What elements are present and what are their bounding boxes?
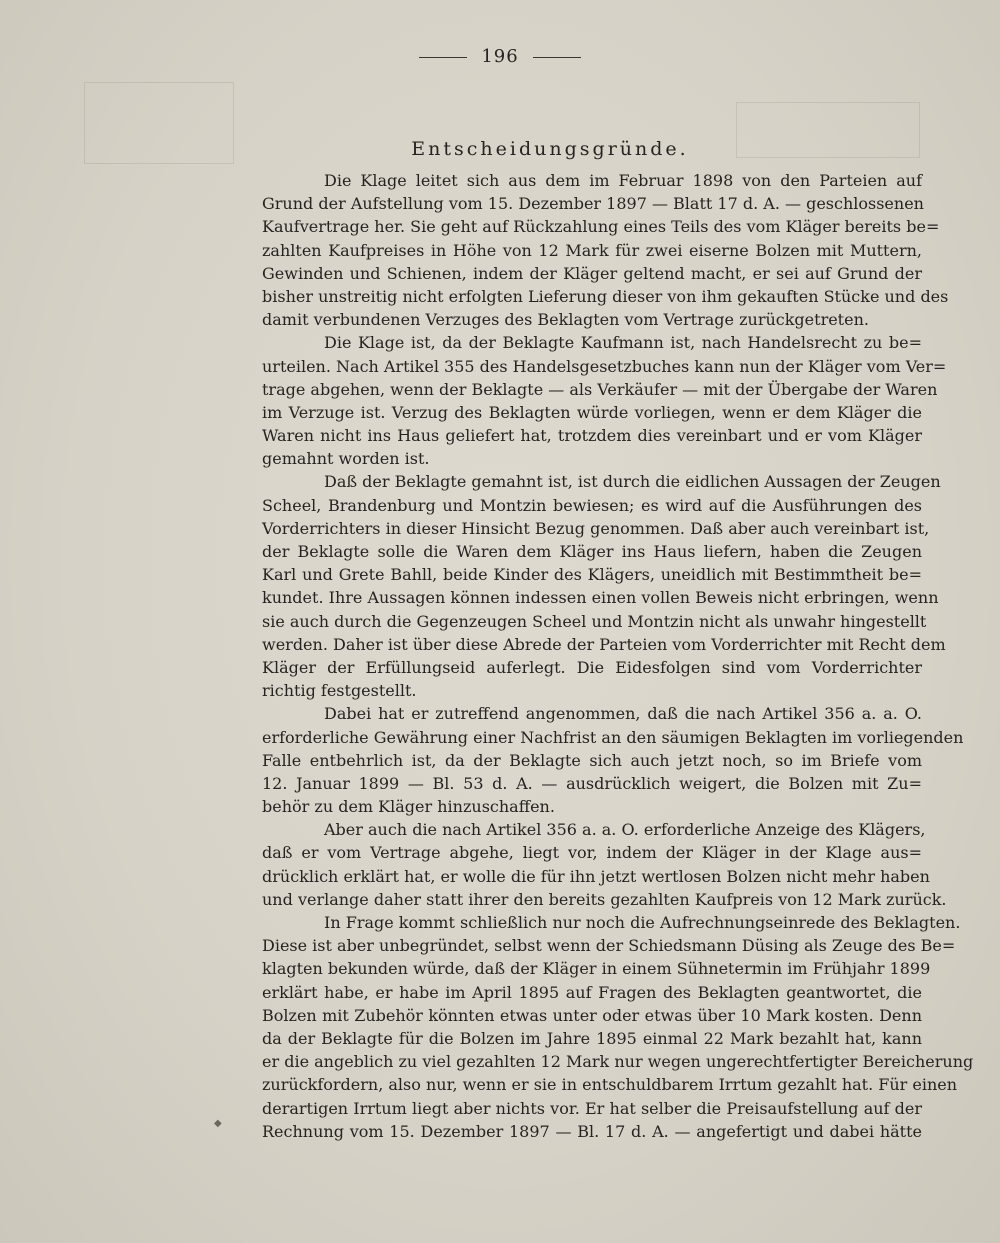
- text-line: Rechnung vom 15. Dezember 1897 — Bl. 17 d. A. — angefertigt und dabei hätte: [262, 1121, 922, 1141]
- page-header: [0, 46, 1000, 67]
- text-line: richtig festgestellt.: [262, 681, 417, 701]
- text-line: Gewinden und Schienen, indem der Kläger geltend macht, er sei auf Grund der: [262, 263, 922, 283]
- text-line: Falle entbehrlich ist, da der Beklagte sich auch jetzt noch, so im Briefe vom: [262, 750, 922, 770]
- text-line: Grund der Aufstellung vom 15. Dezember 1897 — Blatt 17 d. A. — geschlossenen: [262, 194, 924, 214]
- text-line: Vorderrichters in dieser Hinsicht Bezug genommen. Daß aber auch vereinbart ist,: [262, 518, 930, 538]
- text-line: Daß der Beklagte gemahnt ist, ist durch die eidlichen Aussagen der Zeugen: [324, 472, 941, 492]
- text-line: und verlange daher statt ihrer den bereits gezahlten Kaufpreis von 12 Mark zurück.: [262, 889, 947, 909]
- header-rule-right: [533, 57, 581, 58]
- section-heading: Entscheidungsgründe.: [411, 138, 689, 160]
- text-line: Waren nicht ins Haus geliefert hat, trotzdem dies vereinbart und er vom Kläger: [262, 426, 922, 446]
- text-line: Dabei hat er zutreffend angenommen, daß die nach Artikel 356 a. a. O.: [324, 704, 922, 724]
- text-line: Bolzen mit Zubehör könnten etwas unter oder etwas über 10 Mark kosten. Denn: [262, 1005, 922, 1025]
- text-line: Scheel, Brandenburg und Montzin bewiesen; es wird auf die Ausführungen des: [262, 495, 922, 515]
- page-number: 196: [481, 46, 519, 67]
- text-line: Aber auch die nach Artikel 356 a. a. O. erforderliche Anzeige des Klägers,: [324, 820, 926, 840]
- text-line: trage abgehen, wenn der Beklagte — als Verkäufer — mit der Übergabe der Waren: [262, 379, 938, 399]
- text-line: 12. Januar 1899 — Bl. 53 d. A. — ausdrücklich weigert, die Bolzen mit Zu=: [262, 773, 922, 793]
- text-line: drücklich erklärt hat, er wolle die für ihn jetzt wertlosen Bolzen nicht mehr haben: [262, 866, 930, 886]
- text-line: der Beklagte solle die Waren dem Kläger ins Haus liefern, haben die Zeugen: [262, 542, 922, 561]
- text-line: Die Klage leitet sich aus dem im Februar 1898 von den Parteien auf: [324, 171, 922, 190]
- text-line: klagten bekunden würde, daß der Kläger in einem Sühnetermin im Frühjahr 1899: [262, 959, 931, 979]
- text-line: Karl und Grete Bahll, beide Kinder des Klägers, uneidlich mit Bestimmtheit be=: [262, 565, 922, 585]
- text-line: erklärt habe, er habe im April 1895 auf Fragen des Beklagten geantwortet, die: [262, 982, 922, 1002]
- text-line: daß er vom Vertrage abgehe, liegt vor, indem der Kläger in der Klage aus=: [262, 843, 922, 863]
- text-line: Diese ist aber unbegründet, selbst wenn der Schiedsmann Düsing als Zeuge des Be=: [262, 936, 956, 956]
- text-line: gemahnt worden ist.: [262, 449, 430, 469]
- text-line: In Frage kommt schließlich nur noch die Aufrechnungseinrede des Beklagten.: [324, 913, 961, 932]
- text-line: Kläger der Erfüllungseid auferlegt. Die Eidesfolgen sind vom Vorderrichter: [262, 657, 922, 677]
- text-line: zurückfordern, also nur, wenn er sie in entschuldbarem Irrtum gezahlt hat. Für einen: [262, 1075, 958, 1095]
- text-line: sie auch durch die Gegenzeugen Scheel und Montzin nicht als unwahr hingestellt: [262, 611, 927, 631]
- text-line: Kaufvertrage her. Sie geht auf Rückzahlung eines Teils des vom Kläger bereits be=: [262, 217, 940, 237]
- header-rule-left: [419, 57, 467, 58]
- text-line: behör zu dem Kläger hinzuschaffen.: [262, 797, 555, 817]
- text-line: Die Klage ist, da der Beklagte Kaufmann ist, nach Handelsrecht zu be=: [324, 333, 922, 353]
- text-line: bisher unstreitig nicht erfolgten Lieferung dieser von ihm gekauften Stücke und des: [262, 286, 949, 306]
- text-line: werden. Daher ist über diese Abrede der Parteien vom Vorderrichter mit Recht dem: [262, 634, 946, 654]
- text-line: derartigen Irrtum liegt aber nichts vor. Er hat selber die Preisaufstellung auf der: [262, 1098, 922, 1118]
- text-line: damit verbundenen Verzuges des Beklagten vom Vertrage zurückgetreten.: [262, 310, 869, 330]
- text-line: im Verzuge ist. Verzug des Beklagten würde vorliegen, wenn er dem Kläger die: [262, 402, 922, 422]
- text-line: erforderliche Gewährung einer Nachfrist an den säumigen Beklagten im vorliegenden: [262, 727, 964, 747]
- body-text: [262, 169, 974, 1143]
- text-line: zahlten Kaufpreises in Höhe von 12 Mark für zwei eiserne Bolzen mit Muttern,: [262, 240, 922, 260]
- text-line: da der Beklagte für die Bolzen im Jahre 1895 einmal 22 Mark bezahlt hat, kann: [262, 1028, 922, 1048]
- text-line: er die angeblich zu viel gezahlten 12 Mark nur wegen ungerechtfertigter Bereicherung: [262, 1052, 974, 1072]
- text-line: kundet. Ihre Aussagen können indessen einen vollen Beweis nicht erbringen, wenn: [262, 588, 939, 608]
- text-line: urteilen. Nach Artikel 355 des Handelsgesetzbuches kann nun der Kläger vom Ver=: [262, 356, 947, 376]
- margin-mark: ◆: [214, 1118, 222, 1129]
